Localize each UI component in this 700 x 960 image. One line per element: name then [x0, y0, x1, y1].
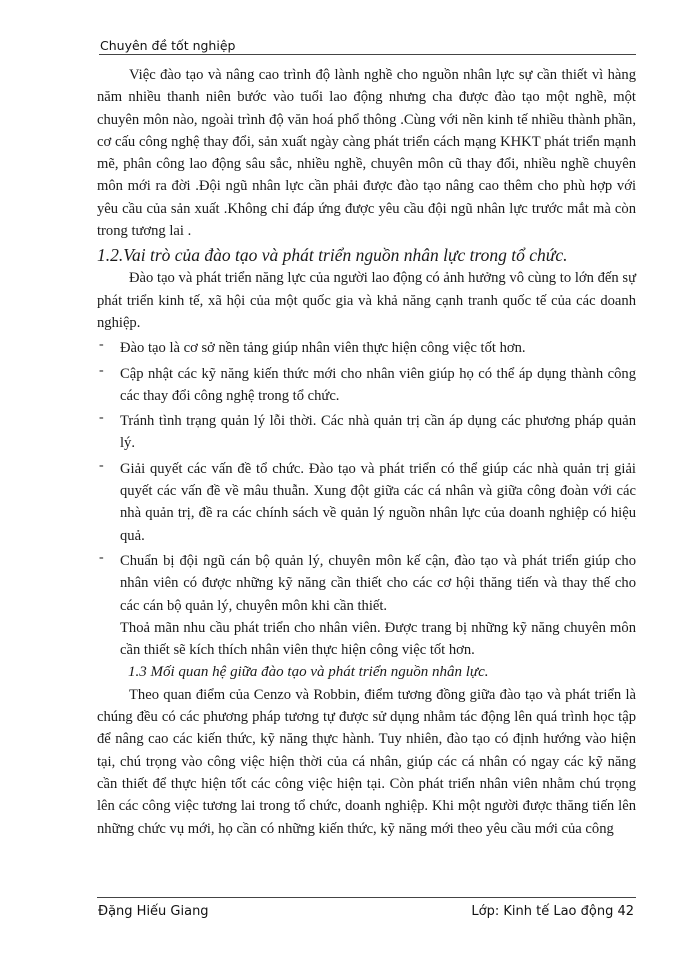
header-title: Chuyên đề tốt nghiệp [100, 38, 236, 53]
bullet-item-4 [97, 458, 636, 547]
paragraph-satisfy-needs: Thoả mãn nhu cầu phát triển cho nhân viên. Được trang bị những kỹ năng chuyên môn cần thiết sẽ kích thích nhân viên thực hiện công việc tốt hơn. [120, 619, 636, 659]
footer-class: Lớp: Kinh tế Lao động 42 [471, 904, 634, 919]
bullet-dash: - [99, 457, 104, 473]
document-body [97, 64, 636, 840]
page-footer [97, 897, 636, 924]
heading-section-1-3: 1.3 Mối quan hệ giữa đào tạo và phát triển nguồn nhân lực. [128, 664, 489, 681]
bullet-text: Chuẩn bị đội ngũ cán bộ quản lý, chuyên môn kế cận, đào tạo và phát triển giúp cho nhân viên có được những kỹ năng cần thiết cho các cơ hội thăng tiến và thay thế cho các cán bộ quản lý, chuyên môn khi cần thiết. [120, 552, 636, 614]
footer-author: Đặng Hiếu Giang [98, 904, 209, 919]
heading-section-1-2: 1.2.Vai trò của đào tạo và phát triển nguồn nhân lực trong tổ chức. [97, 245, 568, 266]
bullet-dash: - [99, 337, 104, 353]
bullet-text: Tránh tình trạng quản lý lỗi thời. Các nhà quản trị cần áp dụng các phương pháp quản lý. [120, 413, 636, 452]
bullet-item-3 [97, 410, 636, 455]
paragraph-role-intro: Đào tạo và phát triển năng lực của người lao động có ảnh hưởng vô cùng to lớn đến sự phát triển kinh tế, xã hội của một quốc gia và khả năng cạnh tranh quốc tế của các doanh nghiệp. [97, 270, 636, 331]
page-header [99, 36, 636, 55]
bullet-dash: - [99, 362, 104, 378]
bullet-text: Đào tạo là cơ sở nền tảng giúp nhân viên thực hiện công việc tốt hơn. [120, 340, 526, 357]
bullet-item-5 [97, 550, 636, 617]
bullet-item-1 [97, 337, 636, 359]
bullet-dash: - [99, 410, 104, 426]
paragraph-training-need: Việc đào tạo và nâng cao trình độ lành nghề cho nguồn nhân lực sự cần thiết vì hàng năm nhiều thanh niên bước vào tuổi lao động nhưng cha được đào tạo một nghề, một chuyên môn nào, ngoài trình độ văn hoá phổ thông .Cùng với nền kinh tế nhiều thành phần, cơ cấu công nghệ thay đổi, sản xuất ngày càng phát triển cách mạng KHKT phát triển mạnh mẽ, phân công lao động sâu sắc, nhiều nghề, chuyên môn cũ thay đổi, nhiều nghề chuyên môn mới ra đời .Đội ngũ nhân lực cần phải được đào tạo nâng cao thêm cho phù hợp với yêu cầu của sản xuất .Không chỉ đáp ứng được yêu cầu đội ngũ nhân lực trước mắt mà còn trong tương lai . [97, 67, 636, 240]
paragraph-relationship: Theo quan điểm của Cenzo và Robbin, điểm tương đồng giữa đào tạo và phát triển là chúng đều có các phương pháp tương tự được sử dụng nhằm tác động lên quá trình học tập để nâng cao các kiến thức, kỹ năng thực hành. Tuy nhiên, đào tạo có định hướng vào hiện tại, chú trọng vào công việc hiện thời của cá nhân, giúp các cá nhân có ngay các kỹ năng cần thiết để thực hiện tốt các công việc hiện tại. Còn phát triển nhân viên nhằm chú trọng lên các công việc tương lai trong tổ chức, doanh nghiệp. Khi một người được thăng tiến lên những chức vụ mới, họ cần có những kiến thức, kỹ năng mới theo yêu cầu mới của công [97, 686, 636, 837]
bullet-item-2 [97, 363, 636, 408]
bullet-dash: - [99, 549, 104, 565]
bullet-text: Giải quyết các vấn đề tổ chức. Đào tạo và phát triển có thể giúp các nhà quản trị giải quyết các vấn đề về mâu thuẫn. Xung đột giữa các cá nhân và giữa công đoàn với các nhà quản trị, đề ra các chính sách về quản lý nguồn nhân lực của doanh nghiệp có hiệu quả. [120, 460, 636, 544]
bullet-text: Cập nhật các kỹ năng kiến thức mới cho nhân viên giúp họ có thể áp dụng thành công các thay đổi công nghệ trong tổ chức. [120, 365, 636, 404]
